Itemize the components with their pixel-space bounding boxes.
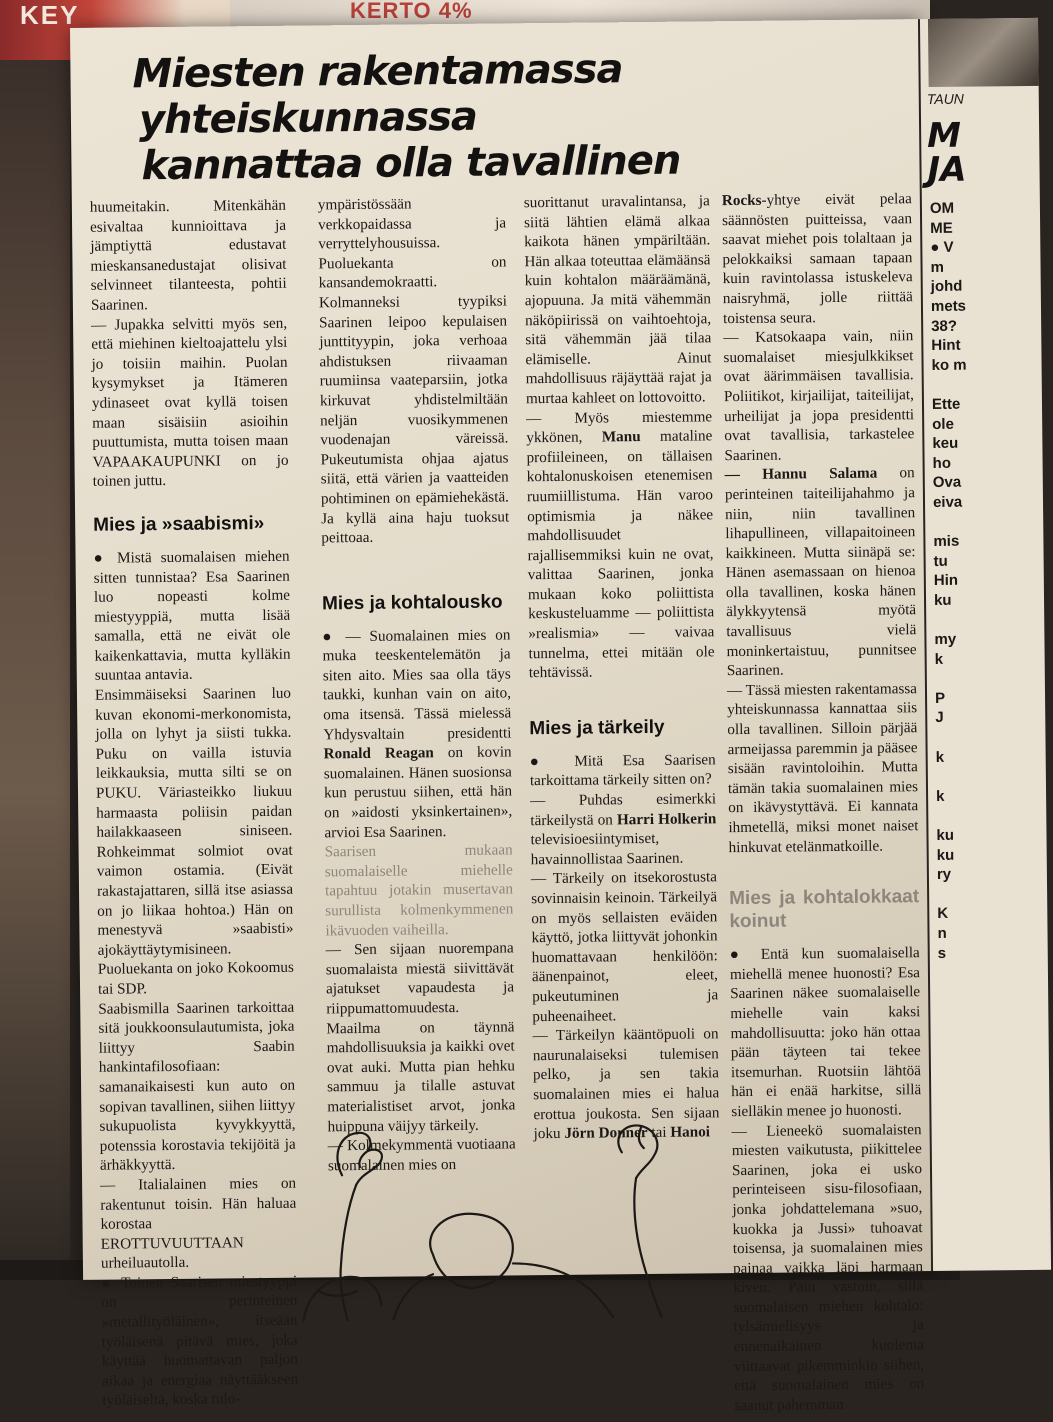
sidebar-line: ● V [930,238,954,257]
sidebar-line: k [936,787,945,805]
paragraph-text: ● — Suomalainen mies on muka teeskentelemätön ja siten aito. Mies saa olla täys taukki, kunhan vain on aito, oma itsensä. Tässä mielessä Yhdysvaltain presidentti [322,626,512,744]
photo-caption: TAUN [926,90,964,108]
sidebar-line [932,375,967,395]
sidebar-line [937,884,972,904]
sidebar-line: Ova [932,474,962,492]
background-magazine-headline: KERTO 4% [350,0,473,23]
paragraph: huumeitakin. Mitenkähän esivaltaa kunnioittava ja jämptiyttä edustavat mieskansanedustajat olisivat selvinneet tilanteesta, pohtii Saarinen. [89,196,287,314]
sidebar-line: ku [936,846,955,864]
paragraph-text: tai [647,1123,671,1142]
sidebar-line: ku [936,826,955,844]
sidebar-line: k [935,748,945,766]
paragraph: — Jupakka selvitti myös sen, että miehinen kieltoajattelu ylsi jo toisiin maihin. Puolan kysymykset ja Itämeren ydinaseet ovat kyllä toisen maan sisäisiin asioihin puuttumista, mutta toisen maan VAPAAKAUPUNKI on jo toinen juttu. [91,314,289,491]
headline-line-2: yhteiskunnassa [138,93,478,144]
article-column-1 [90,196,299,1411]
paragraph: — Italialainen mies on rakentunut toisin. Hän haluaa korostaa EROTTUVUUTTAAN urheiluautolla. [100,1174,297,1273]
head-shape [430,1213,513,1288]
subheading [322,590,510,615]
paragraph-text: on perinteinen taiteilijahahmo ja niin, niin tavallinen lihapullineen, villapaitoineen kaikkineen. Mutta siinäpä se: Hänen asemassaan on hienoa olla tavallinen, koska hänen älykkyytensä myötä tavallisuus vielä moninkertaistuu, punnitsee Saarinen. [724,464,917,680]
band-name: Rocks [721,191,762,210]
subheading [729,885,919,933]
background-surface [0,60,70,1280]
paragraph-text: -yhtye eivät pelaa säännösten puitteissa, vaan saavat miehet pois tolaltaan ja pelokkaiksi samaan tapaan kuin ravintolassa istuskeleva naisryhmä, jolle riittää toistensa seura. [721,190,913,327]
subheading [93,512,289,537]
adjacent-article-sidebar [918,18,1051,1271]
paragraph: ● Mitä Esa Saarisen tarkoittama tärkeily sitten on? [529,751,716,790]
sidebar-line: K [937,905,949,923]
sidebar-heading [926,115,967,191]
paragraph: — Katsokaapa vain, niin suomalaiset miesjulkkikset ovat äärimmäisen tavallisia. Poliitikot, kirjailijat, taiteilijat, urheilijat ja jopa presidentti ovat tavallisia, tarkastelee Saarinen. [723,327,915,464]
sidebar-line [935,728,970,748]
paragraph: ympäristössään verkkopaidassa ja verryttelyhousuissa. Puoluekanta on kansandemokraatti. [317,195,507,292]
subheading-text: Mies ja kohtalousko [321,591,503,615]
paragraph: Saabismilla Saarinen tarkoittaa sitä joukkoonsulautumista, joka liittyy Saabin hankintafilosofiaan: samanaikaisesti kun auto on sopivan tavallinen, siihen liittyy sukupuolista kyvykkyyttä, potenssia korostavia tekijöitä ja ärhäkkyyttä. [98,998,296,1175]
sidebar-line: ho [932,454,952,472]
article-column-3 [524,191,720,1144]
sidebar-line: 38? [931,317,958,335]
figure-illustration [281,1111,723,1316]
portrait-photo [928,18,1039,87]
person-name: Manu [601,428,641,446]
article-headline [132,45,753,189]
paragraph [530,789,717,869]
paragraph [722,189,913,328]
article-column-4 [722,189,925,1415]
sidebar-line: P [934,689,946,707]
paragraph: Ensimmäiseksi Saarinen luo kuvan ekonomi-merkonomista, jolla on lyhyt ja siisti tukka. Puku on vailla istuvia leikkauksia, mutta silti se on PUKU. Väriasteikko liukuu harmaasta poliisin paidan hailakkaaseen siniseen. Rohkeimmat solmiot ovat vaimon ostamia. (Eivät rakastajattaren, sillä itse asiassa on jo liikaa hohtoa.) Hän on menestyvä »saabisti» ajokäyttäytymisineen. Puoluekanta on joko Kokoomus tai SDP. [94,684,294,998]
sidebar-line: k [934,650,944,668]
paragraph-text: — Puhdas esimerkki tärkeilystä on [530,790,717,829]
paragraph: — Tässä miesten rakentamassa yhteiskunnassa kannattaa siis olla tavallinen. Silloin pärjää armeijassa paremmin ja pääsee sisään ravintoloihin. Mutta tämän takia suomalainen mies on ikävystyttävä. Ei kannata ihmetellä, miksi monet naiset hinkuvat etelänmatkoille. [726,680,919,856]
sidebar-heading-line: JA [927,149,967,191]
paragraph-text: mataline profiileineen, on tällaisen kohtalonuskoisen etenemisen ruumiillistuma. Hän varoo optimismia ja näkee mahdollisuudet rajallisemmiksi kuin ne ovat, valittaa Saarinen, jonka mukaan koko poliittista keskusteluamme — poliittista »realismia» — vaivaa tunnelma, ettei mitään ole tehtävissä. [526,427,715,682]
paragraph: ● Mistä suomalaisen miehen sitten tunnistaa? Esa Saarinen luo nopeasti kolme miestyyppiä, mutta lisää samalla, että ne eivät ole kaikenkattavia, mutta kylläkin suuntaa antavia. [93,547,291,685]
sidebar-heading-line: M [926,115,962,157]
paragraph: Saarisen mukaan suomalaiselle miehelle tapahtuu jotakin musertavan surullista kolmenkymmenen ikävuoden vaiheilla. [324,841,514,939]
sidebar-line: OM [929,199,955,218]
paragraph-text: — Myös miestemme ykkönen, [526,407,713,447]
sidebar-line: ole [932,415,954,433]
paragraph: ● Toinen Saarisen miestyyppi on perinteinen »metallityöläinen», itseään työläisenä pitävä mies, joka käyttää huomattavan paljon aikaa ja energiaa näyttääkseen työläiseltä, koska tulo- [101,1272,299,1410]
sidebar-line: eiva [932,493,963,511]
paragraph: suorittanut uravalintansa, ja siitä lähtien elämä alkaa kaikota hänen ympäriltään. Hän alkaa toteuttaa elämäänsä kuin kohtalon määräämänä, ajopuuna. Ja mitä vähemmän näköpiirissä on vaihtoehtoja, sitä vähemmän jää tilaa elämiselle. Ainut mahdollisuus räjäyttää rajat ja murtaa kahleet on lottovoitto. [523,192,712,408]
subheading [529,715,715,740]
headline-line-3: kannattaa olla tavallinen [141,137,681,190]
sidebar-line: ko m [931,356,967,374]
sidebar-line: n [937,924,947,942]
sidebar-line: mis [933,532,960,551]
article-column-2 [318,193,516,1175]
sidebar-line: ry [936,866,952,884]
sidebar-line: tu [933,552,948,570]
sidebar-line: keu [932,434,959,453]
person-name: Ronald Reagan [323,744,434,763]
right-hand-shape [618,1125,657,1178]
person-name: Harri Holkerin [616,809,717,828]
sidebar-line [933,512,968,532]
sidebar-text [930,199,973,963]
sidebar-line: J [935,709,944,727]
sidebar-line: Hint [931,336,961,355]
paragraph: — Tärkeily on itsekorostusta sovinnaisin keinoin. Tärkeilyä on myös sellaisten eväiden käyttö, jotka liittyvät johonkin huomattavaan henkilöön: äänenpainot, eleet, pukeutuminen ja puheenaiheet. [530,868,719,1025]
subheading-text: Mies ja kohtalokkaat koinut [729,886,920,933]
sidebar-line: ME [930,219,953,237]
subheading-text: Mies ja tärkeily [529,716,665,740]
paragraph: — Lieneekö suomalaisten miesten vaikutusta, piikittelee Saarinen, joka ei usko perinteiseen sisu-filosofiaan, jonka johdattelemana »suo, kuokka ja Jussi» tuhoavat toisensa, ja suomalainen mies painaa vaikka läpi harmaan kiven. Päin vastoin, sillä suomalaisen miehen kohtalo: tylsämielisyys ja ennenaikainen kuolema viittaavat pikemminkin siihen, että suomalainen mies on saanut pahemman [731,1120,925,1414]
paragraph [322,625,512,842]
newspaper-page [70,19,967,1414]
person-name: Jörn Donner [564,1124,648,1143]
headline-line-1: Miesten rakentamassa [132,46,623,98]
subheading-text: Mies ja »saabismi» [93,512,265,536]
paragraph-text: televisioesiintymiset, havainnollistaa Saarinen. [530,830,684,869]
background-magazine-text: KEY [20,0,80,30]
paragraph: Kolmanneksi tyypiksi Saarinen leipoo kepulaisen junttityypin, joka verhoaa ahdistuksen riivaaman ruumiinsa vaateparsiin, jotka kirkuvat yhdistelmiltään neljän vuosikymmenen vuodenajan väreissä. Pukeutumista ohjaa ajatus siitä, että värien ja vaatteiden pohtiminen on epämiehekästä. Ja kyllä aina haju tuoksut peittoaa. [318,292,510,547]
paragraph: ● Entä kun suomalaisella miehellä menee huonosti? Esa Saarinen näkee suomalaiselle miehelle vain kaksi mahdollisuutta: joko hän ottaa pään täyteen tai tekee itsemurhan. Ruotsiin lähtöä hän ei enää harkitse, sillä sielläkin menee jo huonosti. [729,944,922,1121]
paragraph: — Kolmekymmentä vuotiaana suomalainen mies on [327,1135,516,1175]
sidebar-line: s [937,944,947,962]
sidebar-line: my [934,630,957,649]
paragraph-text: on kovin suomalainen. Hänen suosionsa kun perustuu siihen, että hän on »aidosti yksinkertainen», arvioi Esa Saarinen. [323,743,513,842]
person-name: Hanoi [670,1123,711,1141]
person-name: — Hannu Salama [724,464,878,484]
sidebar-line: ku [933,591,952,609]
sidebar-line: m [930,258,944,276]
sidebar-line [935,669,970,689]
sidebar-line: johd [930,278,963,296]
paragraph [526,407,715,683]
sidebar-line [936,767,971,787]
sidebar-line: Ette [931,395,961,413]
paragraph-text: — Tärkeilyn kääntöpuoli on naurunalaiseksi tulemisen pelko, ja sen takia suomalainen mies ei halua erottua joukosta. Sen sijaan joku [532,1025,720,1143]
paragraph: — Sen sijaan nuorempana suomalaista miestä siivittävät ajatukset vapaudesta ja riippumattomuudesta. Maailma on täynnä mahdollisuuksia ja kaikki ovet ovat auki. Mutta pian hehku sammuu ja tilalle astuvat materialistiset arvot, jonka huippuna väijyy tärkeily. [325,939,516,1135]
sidebar-line: Hin [933,572,959,590]
sidebar-line [934,610,969,630]
sidebar-line: mets [930,297,967,315]
sidebar-line [936,806,971,826]
paragraph [725,463,917,681]
